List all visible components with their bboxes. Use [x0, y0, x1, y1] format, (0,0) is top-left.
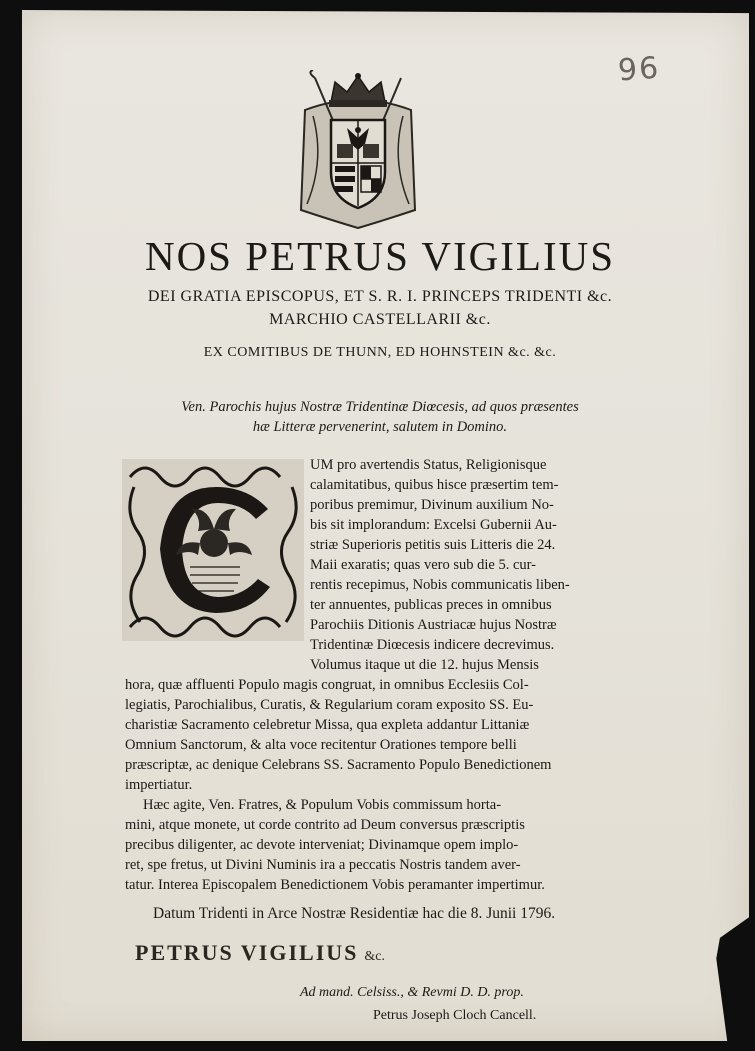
body-line: impertiatur. [125, 777, 193, 793]
body-line: ter annuentes, publicas preces in omnibus [310, 597, 552, 613]
address-salutation [100, 397, 660, 437]
signature-name: PETRUS VIGILIUS [135, 940, 359, 965]
subtitle-line-3: EX COMITIBUS DE THUNN, ED HOHNSTEIN &c. &c. [203, 345, 557, 360]
body-line: bis sit implorandum: Excelsi Gubernii Au- [310, 517, 557, 533]
signature-etc: &c. [364, 949, 385, 964]
paragraph2-line: tatur. Interea Episcopalem Benedictionem Vobis peramanter impertimur. [125, 877, 545, 893]
body-line: Tridentinæ Diœcesis indicere decrevimus. [310, 637, 555, 653]
paragraph2-line: Hæc agite, Ven. Fratres, & Populum Vobis commissum horta- [143, 797, 502, 813]
paragraph2-line: precibus diligenter, ac devote interveniat; Divinamque opem implo- [125, 837, 519, 853]
body-line: rentis recepimus, Nobis communicatis liben- [310, 577, 570, 593]
folio-number: 96 [616, 50, 662, 89]
body-line: Maii exaratis; quas vero sub die 5. cur- [310, 557, 537, 573]
body-line: præscriptæ, ac denique Celebrans SS. Sacramento Populo Benedictionem [125, 757, 552, 773]
ad-mandatum-line: Ad mand. Celsiss., & Revmi D. D. prop. [300, 985, 524, 1000]
body-line: Volumus itaque ut die 12. hujus Mensis [310, 657, 539, 673]
coat-of-arms-crest [295, 70, 421, 232]
signature-block [135, 940, 385, 966]
body-line: UM pro avertendis Status, Religionisque [310, 457, 547, 473]
chancellor-line: Petrus Joseph Cloch Cancell. [373, 1008, 537, 1023]
body-line: hora, quæ affluenti Populo magis congruat, in omnibus Ecclesiis Col- [125, 677, 529, 693]
body-line: Parochiis Ditionis Austriacæ hujus Nostræ [310, 617, 557, 633]
document-title: NOS PETRUS VIGILIUS [144, 233, 616, 279]
address-line: Ven. Parochis hujus Nostræ Tridentinæ Diœcesis, ad quos præsentes [181, 399, 579, 415]
address-line: hæ Litteræ pervenerint, salutem in Domino. [252, 419, 508, 435]
body-line: charistiæ Sacramento celebretur Missa, qua expleta addantur Littaniæ [125, 717, 530, 733]
body-line: striæ Superioris petitis suis Litteris die 24. [310, 537, 556, 553]
body-line: poribus premimur, Divinum auxilium No- [310, 497, 554, 513]
dated-line: Datum Tridenti in Arce Nostræ Residentiæ hac die 8. Junii 1796. [153, 905, 556, 922]
subtitle-line-1: DEI GRATIA EPISCOPUS, ET S. R. I. PRINCEPS TRIDENTI &c. [147, 288, 613, 305]
paragraph2-line: ret, spe fretus, ut Divini Numinis ira a peccatis Nostris tandem aver- [125, 857, 521, 873]
decorated-initial-c [120, 457, 306, 643]
paragraph2-line: mini, atque monete, ut corde contrito ad Deum conversus præscriptis [125, 817, 525, 833]
body-line: Omnium Sanctorum, & alta voce recitentur Orationes tempore belli [125, 737, 517, 753]
subtitle-line-2: MARCHIO CASTELLARII &c. [269, 311, 491, 328]
body-line: calamitatibus, quibus hisce præsertim tem- [310, 477, 559, 493]
body-line: legiatis, Parochialibus, Curatis, & Regularium coram exposito SS. Eu- [125, 697, 534, 713]
